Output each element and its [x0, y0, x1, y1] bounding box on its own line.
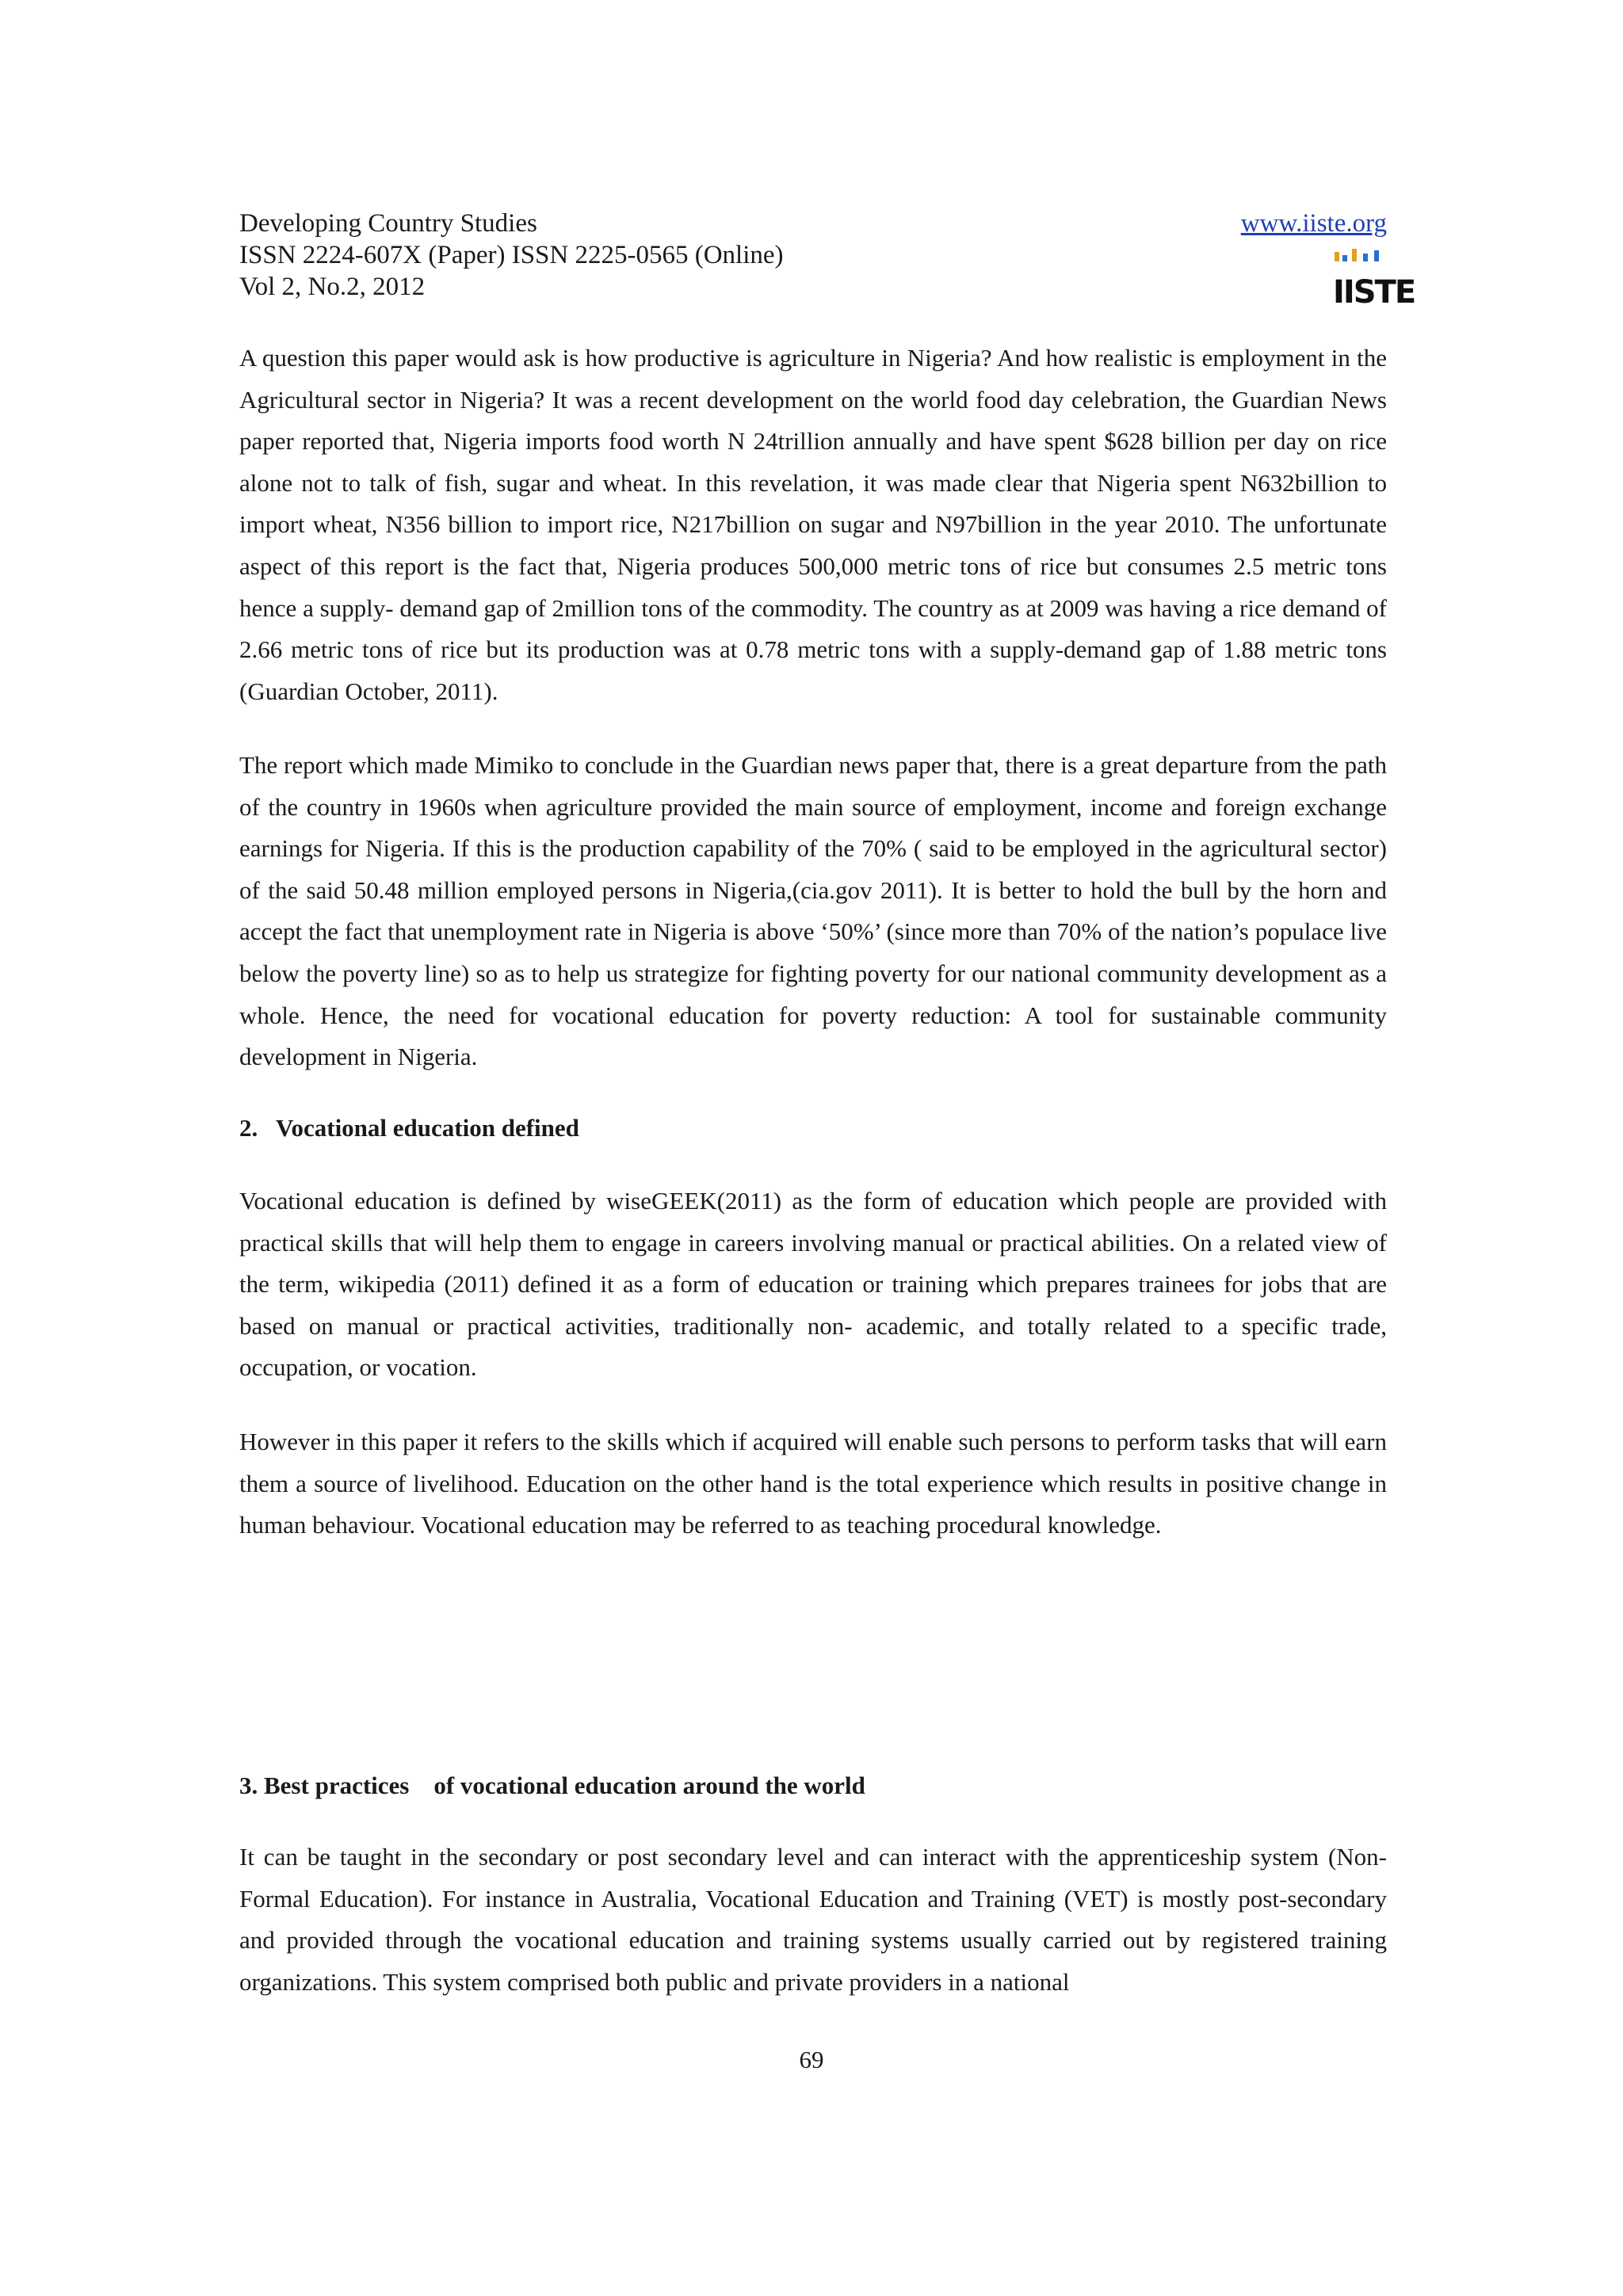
paragraph-skills-livelihood: However in this paper it refers to the skills which if acquired will enable such persons to perform tasks that will earn them a source of livelihood. Education on the other hand is the total experience which results in positive change in human behaviour. Vocational education may be referred to as teaching procedural knowledge.	[239, 1428, 1387, 1539]
iiste-logo-icon	[1331, 247, 1415, 311]
section-heading-3: 3. Best practices of vocational education around the world	[239, 1772, 865, 1799]
section-heading-2: 2. Vocational education defined	[239, 1114, 579, 1142]
paragraph-agriculture-productivity: A question this paper would ask is how productive is agriculture in Nigeria? And how realistic is employment in the Agricultural sector in Nigeria? It was a recent development on the world food day celebration, the Guardian News paper reported that, Nigeria imports food worth N 24trillion annually and have spent $628 billion per day on rice alone not to talk of fish, sugar and wheat. In this revelation, it was made clear that Nigeria spent N632billion to import wheat, N356 billion to import rice, N217billion on sugar and N97billion in the year 2010. The unfortunate aspect of this report is the fact that, Nigeria produces 500,000 metric tons of rice but consumes 2.5 metric tons hence a supply- demand gap of 2million tons of the commodity. The country as at 2009 was having a rice demand of 2.66 metric tons of rice but its production was at 0.78 metric tons with a supply-demand gap of 1.88 metric tons (Guardian October, 2011).	[239, 344, 1387, 705]
journal-url-link[interactable]: www.iiste.org	[1240, 209, 1387, 238]
body-paragraph-1	[239, 338, 1387, 712]
body-paragraph-4	[239, 1421, 1387, 1547]
paragraph-mimiko-report: The report which made Mimiko to conclude in the Guardian news paper that, there is a great departure from the path of the country in 1960s when agriculture provided the main source of employment, income and foreign exchange earnings for Nigeria. If this is the production capability of the 70% ( said to be employed in the agricultural sector) of the said 50.48 million employed persons in Nigeria,(cia.gov 2011). It is better to hold the bull by the horn and accept the fact that unemployment rate in Nigeria is above ‘50%’ (since more than 70% of the nation’s populace live below the poverty line) so as to help us strategize for fighting poverty for our national community development as a whole. Hence, the need for vocational education for poverty reduction: A tool for sustainable community development in Nigeria.	[239, 751, 1387, 1071]
journal-title: Developing Country Studies	[239, 209, 537, 238]
body-paragraph-2	[239, 745, 1387, 1078]
paragraph-vocational-definition: Vocational education is defined by wiseGEEK(2011) as the form of education which people are provided with practical skills that will help them to engage in careers involving manual or practical abilities. On a related view of the term, wikipedia (2011) defined it as a form of education or training which prepares trainees for jobs that are based on manual or practical activities, traditionally non- academic, and totally related to a specific trade, occupation, or vocation.	[239, 1187, 1387, 1382]
journal-volume: Vol 2, No.2, 2012	[239, 273, 426, 301]
logo-text: IISTE	[1333, 274, 1415, 311]
body-paragraph-3	[239, 1180, 1387, 1389]
journal-issn: ISSN 2224-607X (Paper) ISSN 2225-0565 (Online)	[239, 241, 784, 269]
paragraph-best-practices: It can be taught in the secondary or post secondary level and can interact with the apprenticeship system (Non-Formal Education). For instance in Australia, Vocational Education and Training (VET) is mostly post-secondary and provided through the vocational education and training systems usually carried out by registered training organizations. This system comprised both public and private providers in a national	[239, 1843, 1387, 1996]
body-paragraph-5	[239, 1836, 1387, 2003]
page-header	[239, 208, 1415, 311]
page-number: 69	[799, 2046, 824, 2073]
